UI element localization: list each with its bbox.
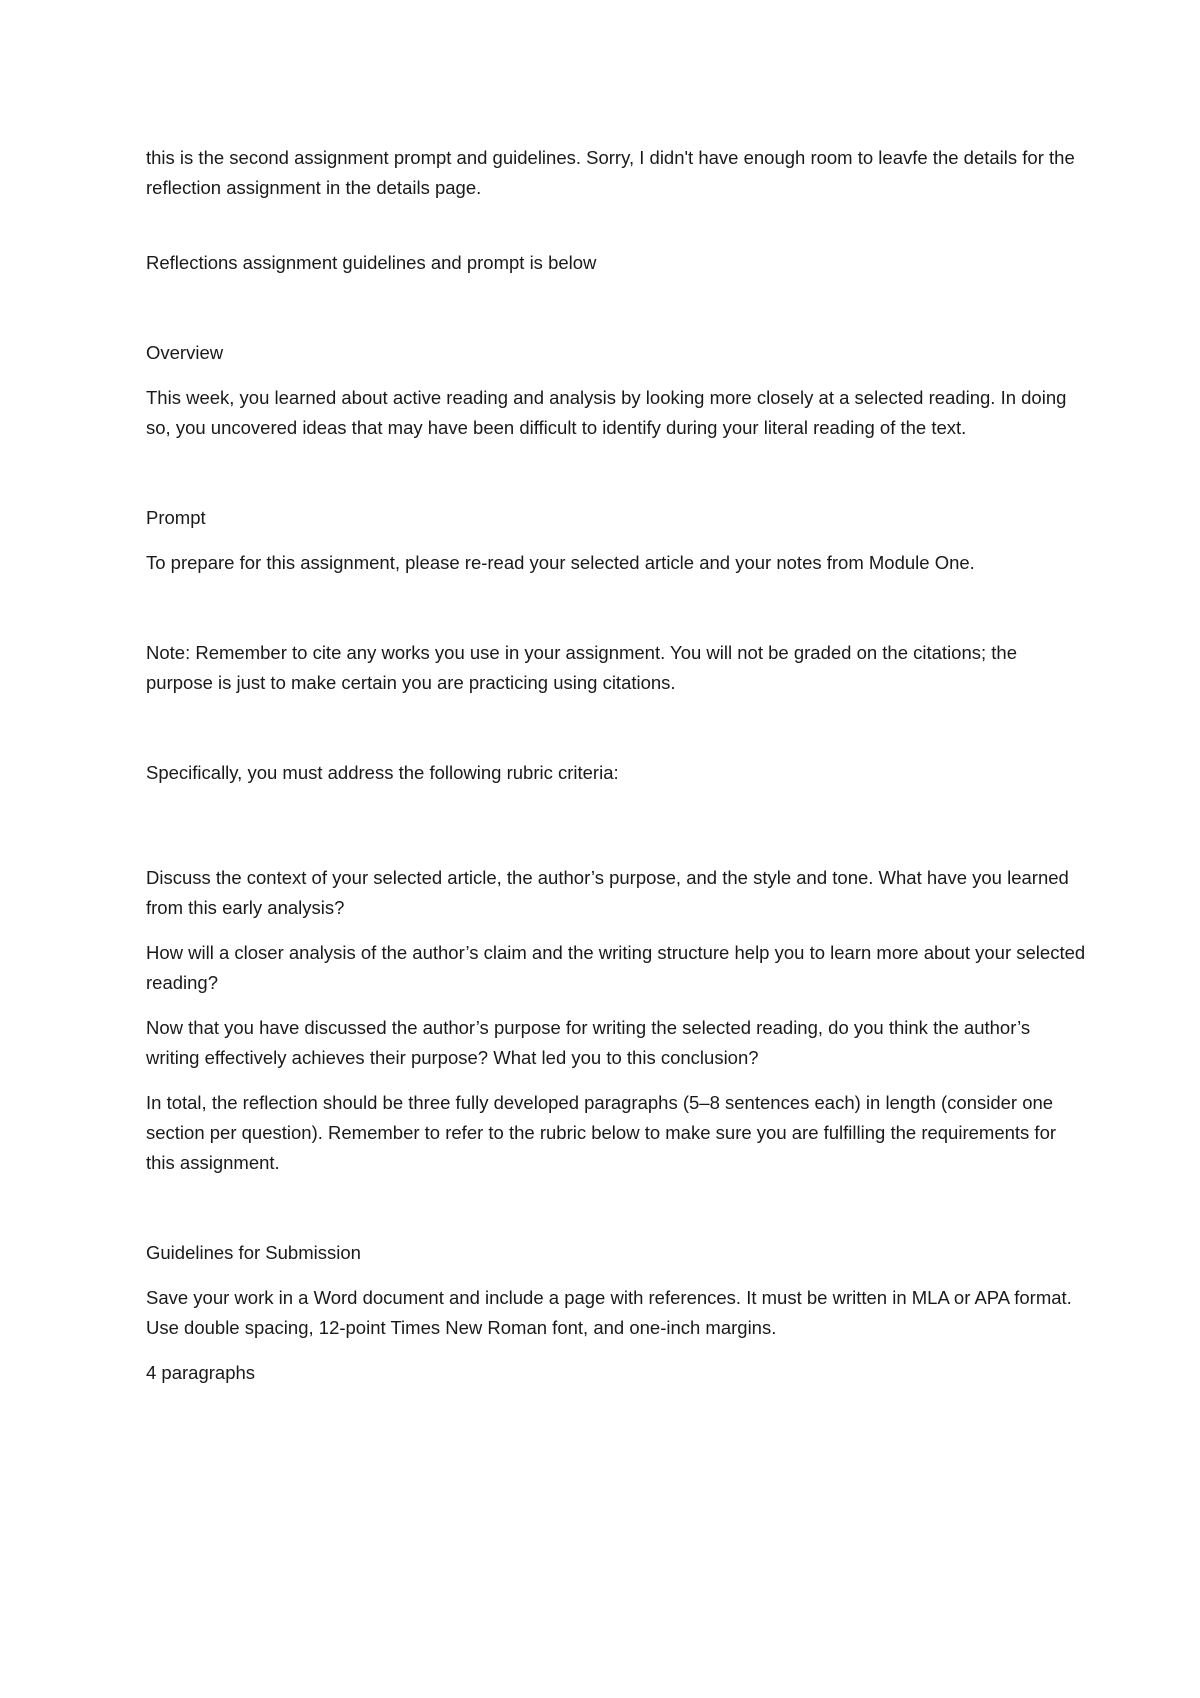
reflections-heading: Reflections assignment guidelines and prompt is below [146,252,597,273]
criterion-item: Now that you have discussed the author’s purpose for writing the selected reading, do you think the author’s writing effectively achieves their purpose? What led you to this conclusion? [146,1017,1031,1068]
submission-paragraph: Save your work in a Word document and include a page with references. It must be written in MLA or APA format. Use double spacing, 12-point Times New Roman font, and one-inch margins. [146,1287,1072,1338]
criterion-item: How will a closer analysis of the author’s claim and the writing structure help you to learn more about your selected reading? [146,942,1086,993]
rubric-intro: Specifically, you must address the following rubric criteria: [146,762,619,783]
intro-paragraph: this is the second assignment prompt and guidelines. Sorry, I didn't have enough room to leavfe the details for the reflection assignment in the details page. [146,147,1075,198]
criterion-item: Discuss the context of your selected article, the author’s purpose, and the style and tone. What have you learned from this early analysis? [146,867,1069,918]
paragraph-count: 4 paragraphs [146,1362,256,1383]
overview-heading: Overview [146,342,224,363]
submission-heading: Guidelines for Submission [146,1242,361,1263]
document-body [146,143,1086,1388]
overview-paragraph: This week, you learned about active reading and analysis by looking more closely at a selected reading. In doing so, you uncovered ideas that may have been difficult to identify during your literal reading of the text. [146,387,1067,438]
prompt-paragraph: To prepare for this assignment, please re-read your selected article and your notes from Module One. [146,552,975,573]
note-paragraph: Note: Remember to cite any works you use in your assignment. You will not be graded on the citations; the purpose is just to make certain you are practicing using citations. [146,642,1018,693]
total-paragraph: In total, the reflection should be three fully developed paragraphs (5–8 sentences each) in length (consider one section per question). Remember to refer to the rubric below to make sure you are fulfilling the requirements for this assignment. [146,1092,1057,1173]
prompt-heading: Prompt [146,507,206,528]
